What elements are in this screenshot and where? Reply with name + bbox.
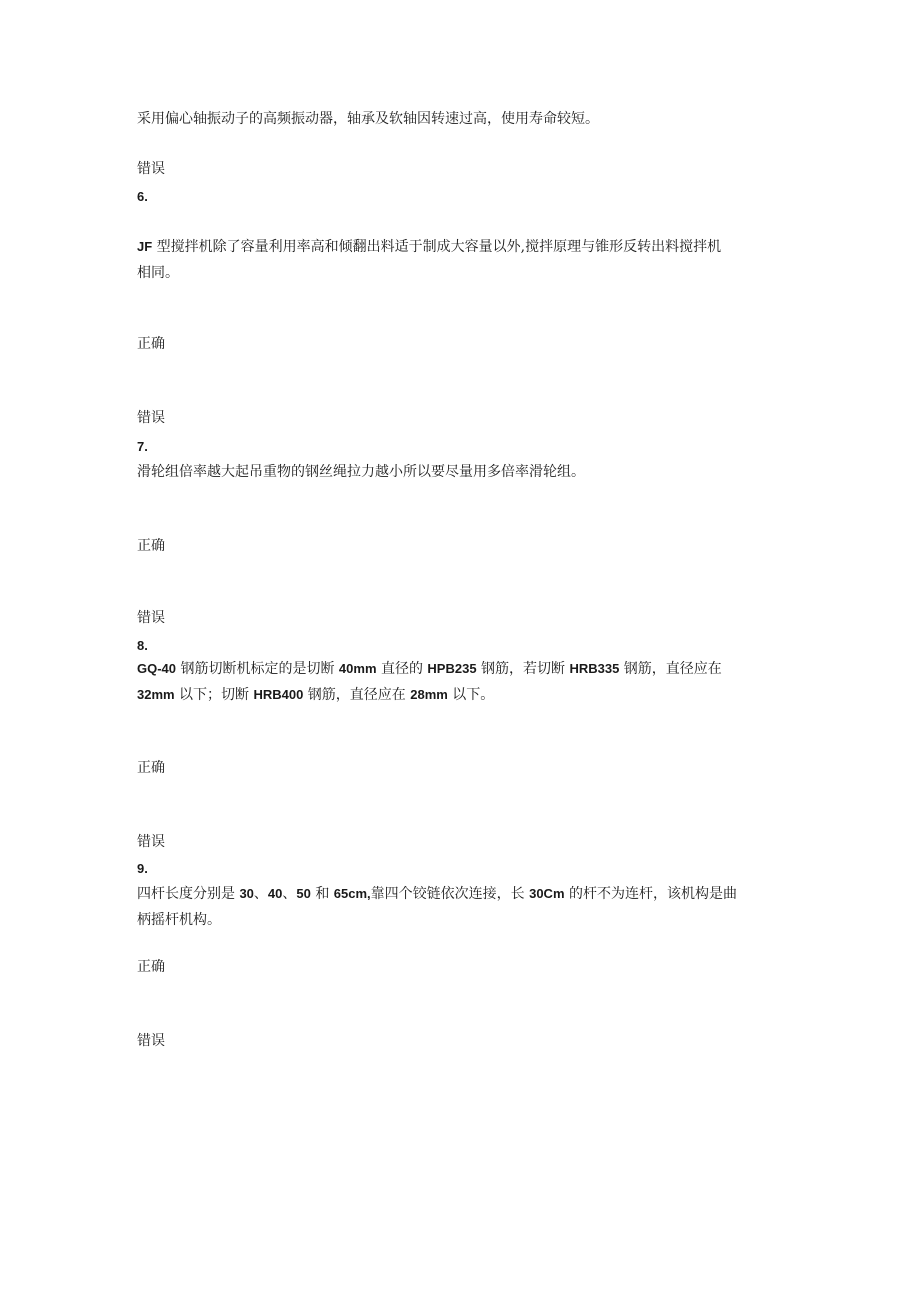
- question-8-text-cont: 32mm 以下；切断 HRB400 钢筋，直径应在 28mm 以下。: [137, 687, 495, 703]
- question-7-text: 滑轮组倍率越大起吊重物的钢丝绳拉力越小所以要尽量用多倍率滑轮组。: [137, 464, 585, 480]
- question-9-text: 四杆长度分别是 30、40、50 和 65cm,靠四个铰链依次连接，长 30Cm 的杆不为连杆，该机构是曲: [137, 886, 737, 902]
- q5-option-wrong[interactable]: 错误: [137, 161, 165, 177]
- q8-option-wrong[interactable]: 错误: [137, 834, 165, 850]
- q8-option-right[interactable]: 正确: [137, 760, 165, 776]
- q6-option-wrong[interactable]: 错误: [137, 410, 165, 426]
- q8-number: 8.: [137, 638, 148, 653]
- q7-option-right[interactable]: 正确: [137, 538, 165, 554]
- q7-option-wrong[interactable]: 错误: [137, 610, 165, 626]
- question-6-text: JF 型搅拌机除了容量利用率高和倾翻出料适于制成大容量以外,搅拌原理与锥形反转出料搅拌机: [137, 239, 722, 255]
- q9-option-right[interactable]: 正确: [137, 959, 165, 975]
- question-8-text: GQ-40 钢筋切断机标定的是切断 40mm 直径的 HPB235 钢筋，若切断 HRB335 钢筋，直径应在: [137, 661, 722, 677]
- q9-option-wrong[interactable]: 错误: [137, 1033, 165, 1049]
- question-5-text: 采用偏心轴振动子的高频振动器，轴承及软轴因转速过高，使用寿命较短。: [137, 111, 599, 127]
- question-9-text-cont: 柄摇杆机构。: [137, 912, 221, 928]
- question-6-text-cont: 相同。: [137, 265, 179, 281]
- q7-number: 7.: [137, 439, 148, 454]
- q6-option-right[interactable]: 正确: [137, 336, 165, 352]
- q6-number: 6.: [137, 189, 148, 204]
- q9-number: 9.: [137, 861, 148, 876]
